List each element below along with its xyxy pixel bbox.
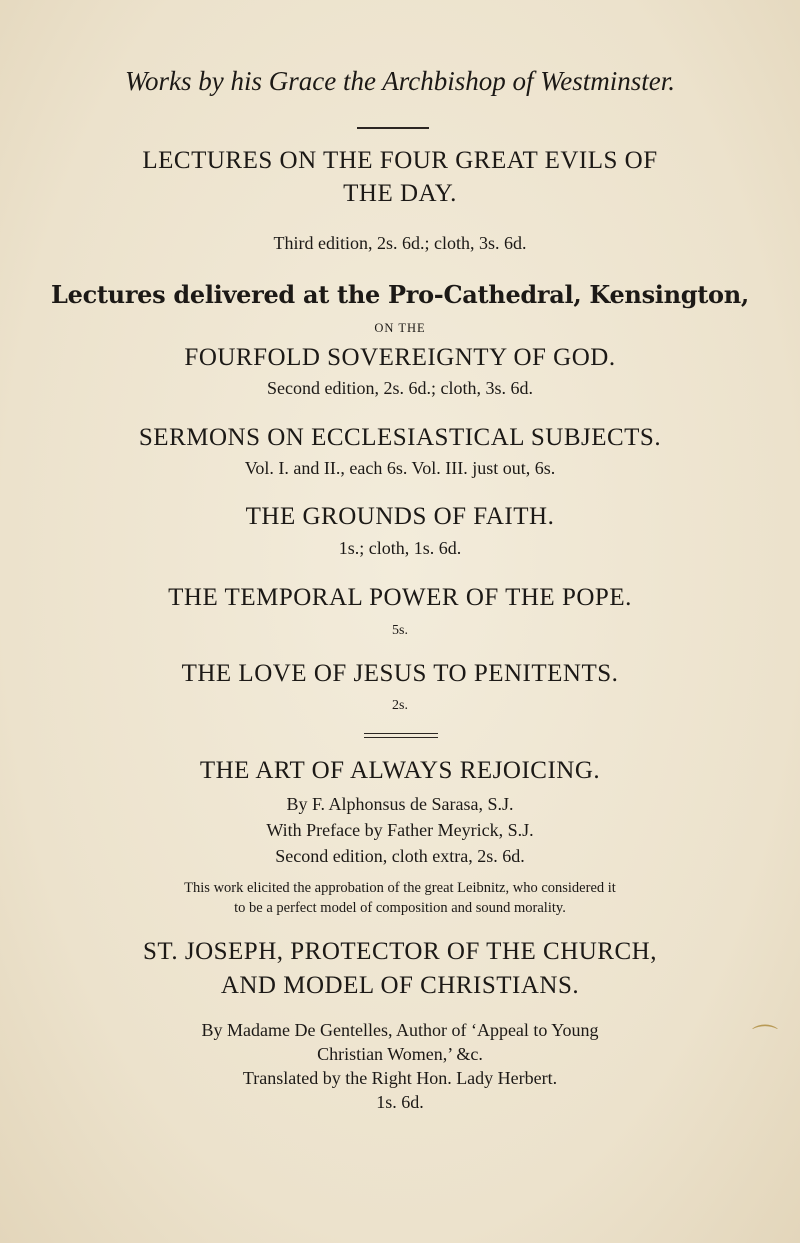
entry-title: Lectures delivered at the Pro-Cathedral, Kensington, xyxy=(51,280,749,309)
page-header: Works by his Grace the Archbishop of Westminster. xyxy=(125,66,675,96)
entry-author: Christian Women,’ &c. xyxy=(317,1044,483,1064)
entry-price: Second edition, 2s. 6d.; cloth, 3s. 6d. xyxy=(267,378,533,398)
entry-price: 2s. xyxy=(392,698,408,713)
entry-connector: ON THE xyxy=(374,321,426,335)
entry-author: By Madame De Gentelles, Author of ‘Appeal to Young xyxy=(201,1020,599,1040)
entry-price: 1s.; cloth, 1s. 6d. xyxy=(338,538,462,558)
entry-title: THE LOVE OF JESUS TO PENITENTS. xyxy=(181,660,619,687)
entry-price: Vol. I. and II., each 6s. Vol. III. just out, 6s. xyxy=(244,458,556,478)
entry-subtitle: FOURFOLD SOVEREIGNTY OF GOD. xyxy=(184,344,616,371)
margin-pencil-mark: ⌒ xyxy=(752,1024,779,1053)
entry-price: 5s. xyxy=(392,623,408,638)
entry-price: Second edition, cloth extra, 2s. 6d. xyxy=(275,846,525,866)
entry-preface: With Preface by Father Meyrick, S.J. xyxy=(266,820,534,840)
entry-title: AND MODEL OF CHRISTIANS. xyxy=(220,972,580,999)
entry-title: THE GROUNDS OF FAITH. xyxy=(245,503,555,530)
entry-title: SERMONS ON ECCLESIASTICAL SUBJECTS. xyxy=(138,424,662,451)
entry-author: By F. Alphonsus de Sarasa, S.J. xyxy=(286,794,514,814)
entry-title: ST. JOSEPH, PROTECTOR OF THE CHURCH, xyxy=(143,938,657,965)
entry-price: Third edition, 2s. 6d.; cloth, 3s. 6d. xyxy=(273,233,527,253)
entry-note: to be a perfect model of composition and sound morality. xyxy=(234,900,566,916)
entry-title: THE TEMPORAL POWER OF THE POPE. xyxy=(168,584,632,611)
entry-translator: Translated by the Right Hon. Lady Herbert. xyxy=(242,1068,558,1088)
entry-title: THE DAY. xyxy=(343,180,457,207)
header-rule xyxy=(357,127,429,129)
section-double-rule xyxy=(364,733,438,738)
entry-price: 1s. 6d. xyxy=(376,1092,424,1112)
entry-note: This work elicited the approbation of the great Leibnitz, who considered it xyxy=(184,880,616,896)
entry-title: THE ART OF ALWAYS REJOICING. xyxy=(199,757,601,784)
entry-title: LECTURES ON THE FOUR GREAT EVILS OF xyxy=(142,147,658,174)
